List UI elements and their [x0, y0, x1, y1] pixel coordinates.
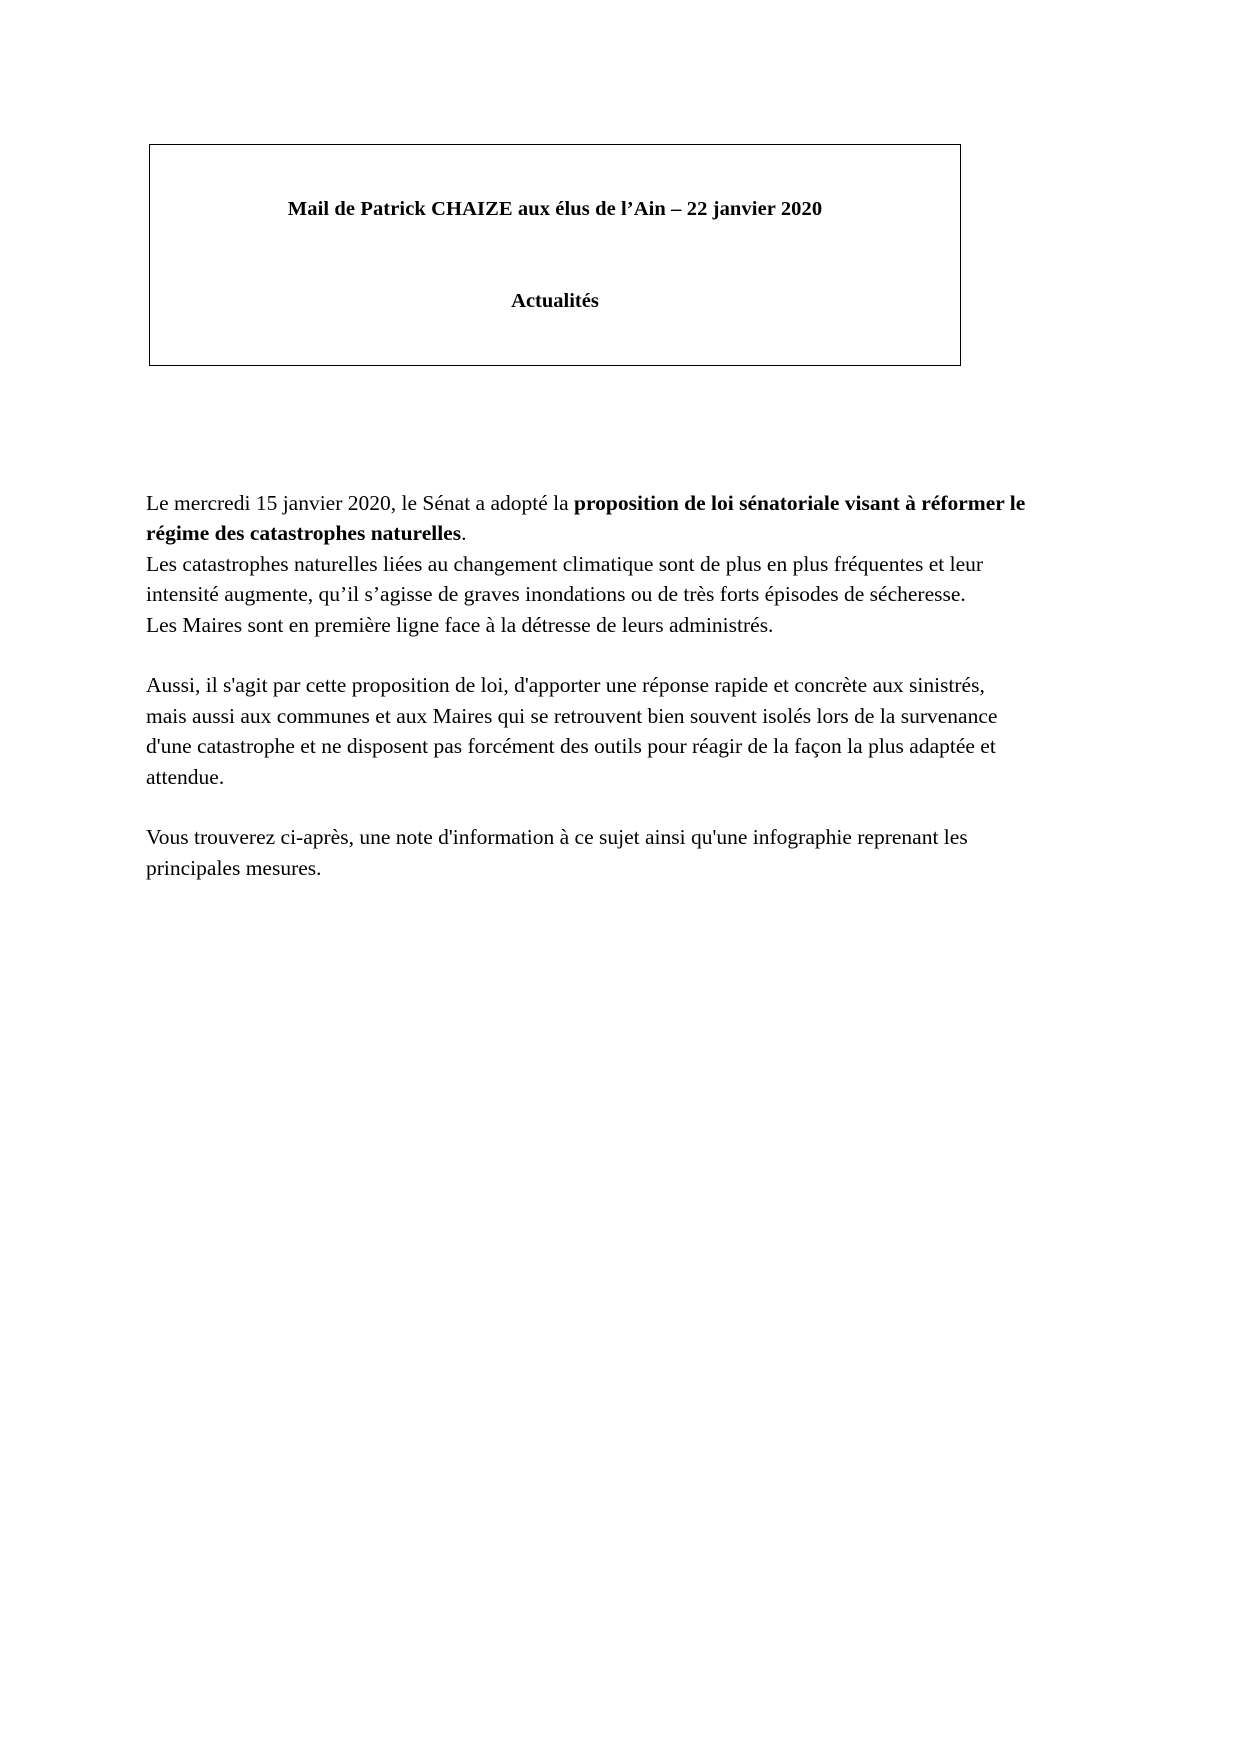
paragraph-5 — [146, 822, 1026, 883]
text-run-2: proposition de loi sénatoriale visant à réformer le régime des catastrophes naturelles — [146, 491, 1026, 546]
paragraph-1 — [146, 488, 1026, 549]
text-run-1: Les Maires sont en première ligne face à la détresse de leurs administrés. — [146, 612, 774, 637]
paragraph-4 — [146, 670, 1026, 792]
text-run-1: Les catastrophes naturelles liées au changement climatique sont de plus en plus fréquentes et leur intensité augmente, qu’il s’agisse de graves inondations ou de très forts épisodes de sécheresse. — [146, 551, 984, 607]
header-title-box — [149, 144, 961, 366]
page-title: Mail de Patrick CHAIZE aux élus de l’Ain – 22 janvier 2020 — [287, 198, 823, 220]
paragraph-3 — [146, 610, 1026, 640]
text-run-1: Le mercredi 15 janvier 2020, le Sénat a adopté la — [146, 491, 575, 515]
text-run-1: Vous trouverez ci-après, une note d'information à ce sujet ainsi qu'une infographie reprenant les principales mesures. — [146, 825, 968, 880]
text-run-3: . — [461, 521, 467, 546]
page-subtitle: Actualités — [511, 290, 599, 312]
text-run-1: Aussi, il s'agit par cette proposition de loi, d'apporter une réponse rapide et concrète aux sinistrés, mais aussi aux communes et aux Maires qui se retrouvent bien souvent isolés lors de la survenance d'une catastrophe et ne disposent pas forcément des outils pour réagir de la façon la plus adaptée et attendue. — [146, 673, 998, 789]
paragraph-2 — [146, 549, 1026, 610]
document-body — [146, 488, 1026, 883]
